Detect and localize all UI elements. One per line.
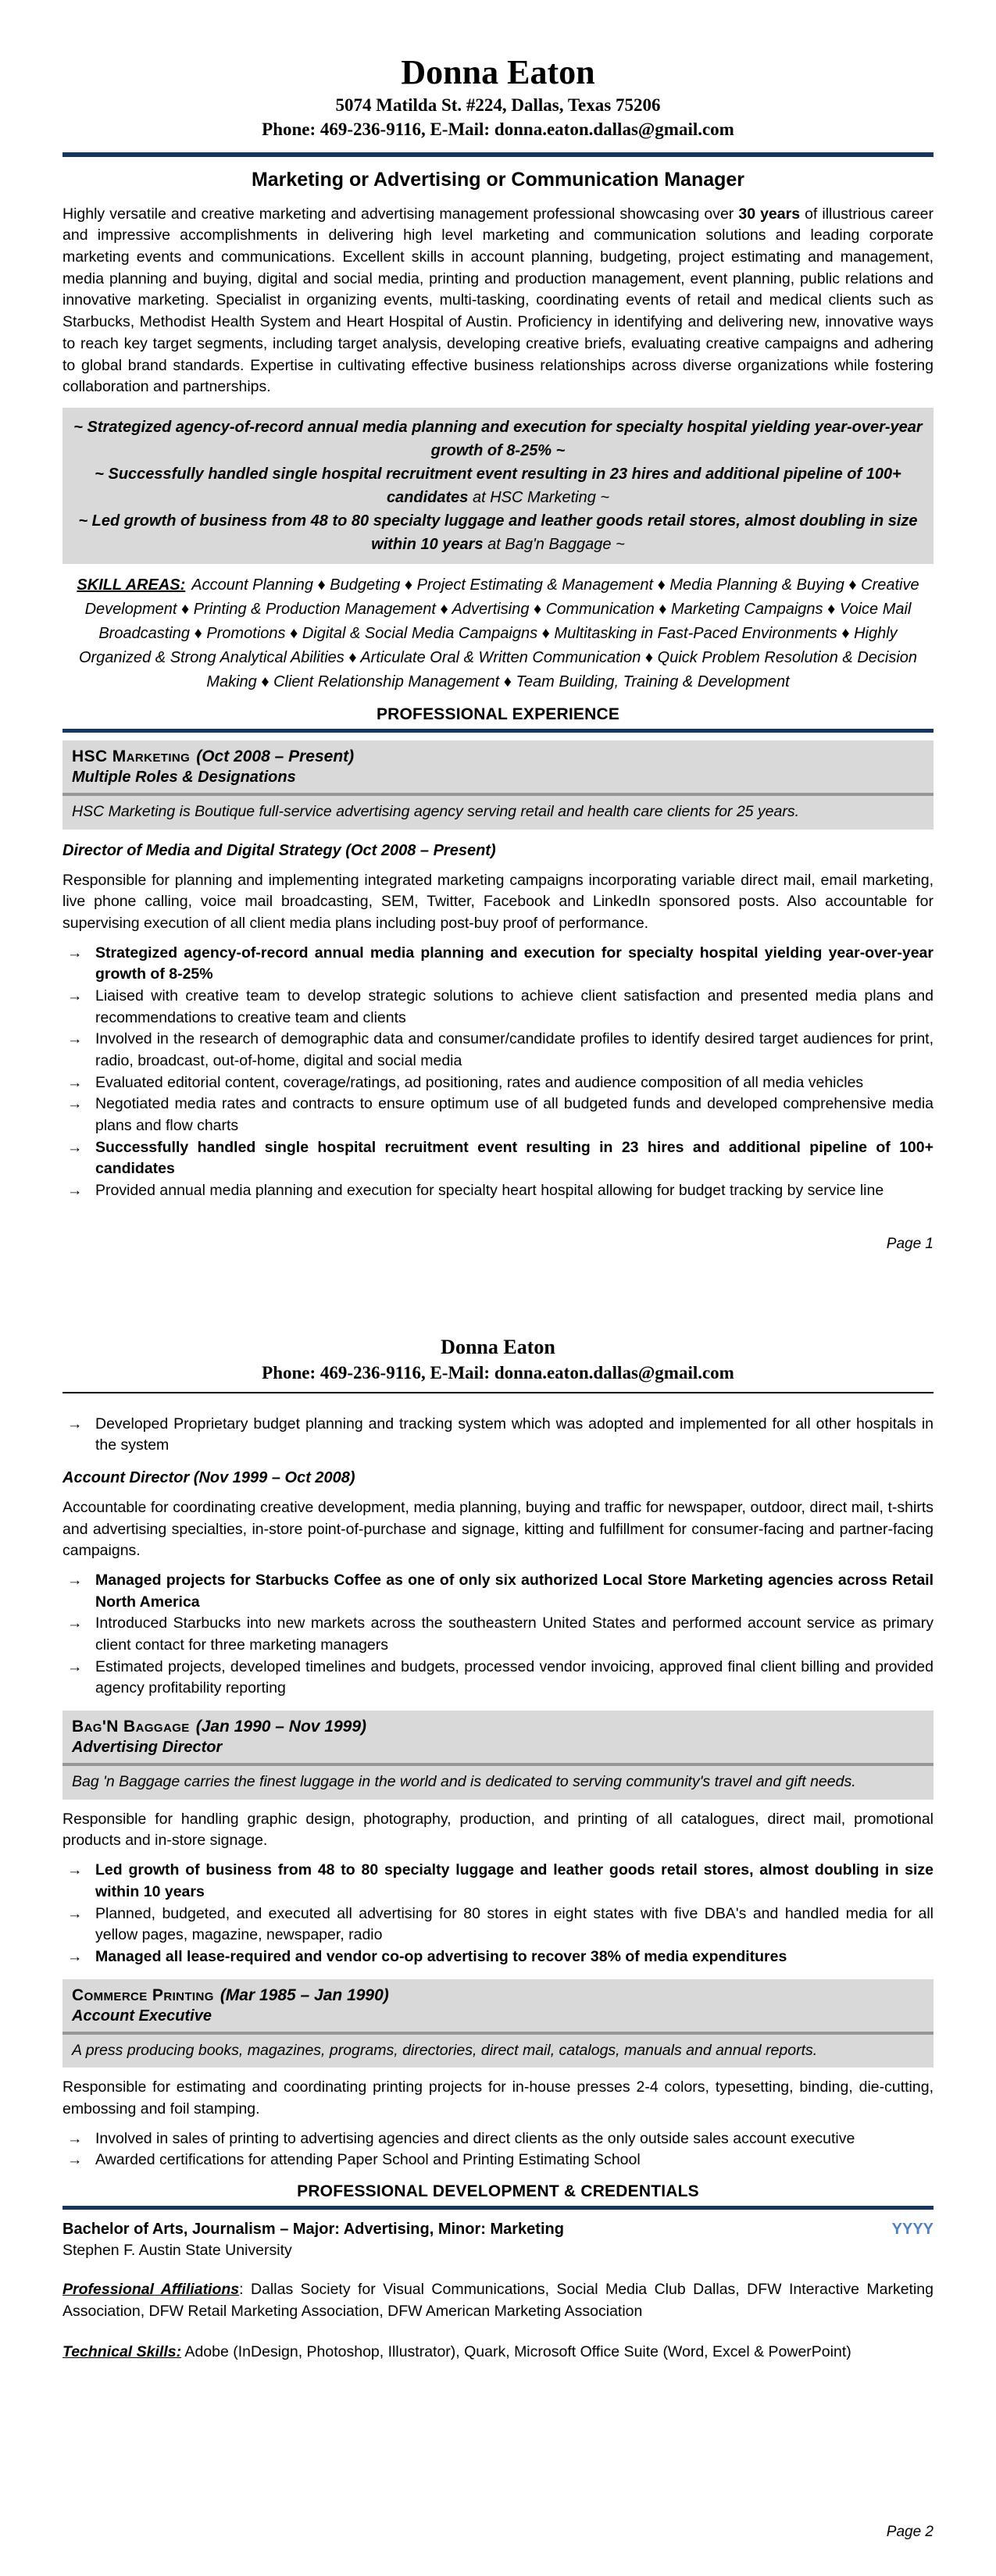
role-intro-paragraph: Responsible for planning and implementing integrated marketing campaigns incorporating variable direct mail, email marketing, live phone calling, voice mail broadcasting, SEM, Twitter, Facebook and LinkedIn sponsored posts. Also accountable for supervising execution of all client media plans including post-buy proof of performance. [62,871,934,932]
bullet-text: Introduced Starbucks into new markets across the southeastern United States and performed account service as primary client contact for three marketing managers [95,1614,934,1654]
bullet-text: Liaised with creative team to develop strategic solutions to achieve client satisfaction and presented media plans and recommendations to creative team and clients [95,987,934,1026]
technical-skills-paragraph [62,2342,934,2364]
arrow-bullet-icon: → [67,1571,83,1589]
technical-skills-label: Technical Skills: [62,2342,182,2360]
arrow-bullet-icon: → [67,2151,83,2169]
company-block-divider [62,2032,934,2035]
role-intro-paragraph: Accountable for coordinating creative development, media planning, buying and traffic for newspaper, outdoor, direct mail, t-shirts and advertising specialties, in-store point-of-purchase and signage, kitting and fulfillment for consumer-facing and partner-facing campaigns. [62,1498,934,1560]
arrow-bullet-icon: → [67,2129,83,2147]
bullet-text: Planned, budgeted, and executed all advertising for 80 stores in eight states with five DBA's and handled media for all yellow pages, magazine, newspaper, radio [95,1904,934,1944]
company-block-commerce [62,1979,934,2068]
company-dates: (Mar 1985 – Jan 1990) [220,1986,389,2004]
bullet-text: Led growth of business from 48 to 80 specialty luggage and leather goods retail stores, almost doubling in size within 10 years [95,1861,934,1900]
contact-line: Phone: 469-236-9116, E-Mail: donna.eaton.dallas@gmail.com [262,1362,734,1383]
bullet-list-hsc [62,943,934,1202]
arrow-bullet-icon: → [67,1182,83,1200]
bullet-text: Estimated projects, developed timelines and budgets, processed vendor invoicing, approved final client billing and provided agency profitability reporting [95,1657,934,1697]
section-divider-rule [62,2206,934,2210]
bullet-list-commerce [62,2128,934,2171]
bullet-text: Strategized agency-of-record annual media planning and execution for specialty hospital yielding year-over-year growth of 8-25% [95,944,934,983]
bullet-text: Developed Proprietary budget planning and tracking system which was adopted and implemented for all other hospitals in the system [95,1415,934,1454]
skill-areas [62,573,934,694]
resume-page-2 [0,1288,996,2576]
bullet-item [62,1860,934,1903]
bullet-text: Negotiated media rates and contracts to ensure optimum use of all budgeted funds and developed comprehensive media plans and flow charts [95,1095,934,1135]
degree-row [62,2219,934,2240]
bullet-item [62,1180,934,1202]
bullet-text: Awarded certifications for attending Paper School and Printing Estimating School [95,2151,641,2169]
arrow-bullet-icon: → [67,1073,83,1091]
bullet-item [62,1946,934,1968]
bullet-list-account-director [62,1570,934,1700]
page-number-label: Page 1 [886,1236,934,1252]
bullet-text: Managed projects for Starbucks Coffee as one of only six authorized Local Store Marketing agencies across Retail North America [95,1571,934,1611]
summary-text-pre: Highly versatile and creative marketing and advertising management professional showcasing over [62,205,739,223]
section-heading-credentials: PROFESSIONAL DEVELOPMENT & CREDENTIALS [297,2182,699,2200]
bullet-item [62,1094,934,1136]
company-block-divider [62,793,934,796]
bullet-text: Evaluated editorial content, coverage/ratings, ad positioning, rates and audience composition of all media vehicles [95,1073,864,1091]
company-block-hsc [62,740,934,830]
bullet-item [62,1029,934,1072]
bullet-item [62,943,934,986]
candidate-name: Donna Eaton [401,53,595,91]
achievements-box [62,408,934,564]
bullet-text: Involved in sales of printing to advertising agencies and direct clients as the only outside sales account executive [95,2129,855,2147]
arrow-bullet-icon: → [67,1904,83,1922]
arrow-bullet-icon: → [67,1030,83,1048]
arrow-bullet-icon: → [67,987,83,1004]
bullet-item [62,986,934,1029]
degree-title: Bachelor of Arts, Journalism – Major: Advertising, Minor: Marketing [62,2220,564,2238]
arrow-bullet-icon: → [67,1095,83,1113]
company-dates: (Jan 1990 – Nov 1999) [195,1718,366,1736]
company-block-bagn [62,1711,934,1800]
summary-paragraph [62,204,934,398]
company-name-dates [72,1716,924,1737]
achievement-item: ~ Led growth of business from 48 to 80 specialty luggage and leather goods retail stores, almost doubling in size within 10 years at Bag'n Baggage ~ [78,512,918,553]
address-line: 5074 Matilda St. #224, Dallas, Texas 75206 [335,95,661,115]
summary-text-post: of illustrious career and impressive accomplishments in delivering high level marketing and communication solutions and leading corporate marketing events and communications. Excellent skills in account planning, budgeting, project estimating and management, media planning and buying, digital and social media, printing and production management, event planning, public relations and innovative marketing. Specialist in organizing events, multi-tasking, coordinating events of retail and medical clients such as Starbucks, Methodist Health System and Heart Hospital of Austin. Proficiency in identifying and delivering new, innovative ways to reach key target segments, including target analysis, developing creative briefs, evaluating creative campaigns and adhering to global brand standards. Expertise in cultivating effective business relationships across diverse organizations while fostering collaboration and partnerships. [62,205,934,396]
bullet-item [62,1657,934,1700]
school-name: Stephen F. Austin State University [62,2241,292,2259]
skill-areas-label: SKILL AREAS: [77,576,186,594]
bullet-item [62,1414,934,1457]
contact-line: Phone: 469-236-9116, E-Mail: donna.eaton.dallas@gmail.com [262,119,734,139]
bullet-text: Involved in the research of demographic data and consumer/candidate profiles to identify desired target audiences for print, radio, broadcast, out-of-home, digital and social media [95,1030,934,1070]
arrow-bullet-icon: → [67,1657,83,1675]
company-name: HSC Marketing [72,747,191,765]
header-divider-rule [62,1392,934,1393]
company-block-divider [62,1763,934,1766]
affiliations-label: Professional Affiliations [62,2281,240,2299]
bullet-item [62,1903,934,1946]
bullet-text: Managed all lease-required and vendor co-op advertising to recover 38% of media expenditures [95,1947,787,1965]
summary-highlight-years: 30 years [738,205,801,223]
job-title-director-media: Director of Media and Digital Strategy (Oct 2008 – Present) [62,841,496,859]
arrow-bullet-icon: → [67,1861,83,1879]
company-dates: (Oct 2008 – Present) [196,747,355,765]
company-role-note: Advertising Director [72,1739,223,1757]
achievement-item: ~ Successfully handled single hospital recruitment event resulting in 23 hires and additional pipeline of 100+ candidates at HSC Marketing ~ [95,465,901,506]
role-intro-paragraph: Responsible for estimating and coordinating printing projects for in-house presses 2-4 colors, typesetting, binding, die-cutting, embossing and foil stamping. [62,2078,934,2118]
company-description: A press producing books, magazines, programs, directories, direct mail, catalogs, manuals and annual reports. [72,2041,818,2059]
bullet-list-bagn [62,1860,934,1968]
company-name-dates [72,1985,924,2006]
company-name: Commerce Printing [72,1986,214,2004]
arrow-bullet-icon: → [67,1614,83,1632]
degree-year: YYYY [891,2220,934,2238]
bullet-list-carryover [62,1414,934,1457]
arrow-bullet-icon: → [67,1138,83,1156]
company-name: Bag'N Baggage [72,1718,190,1736]
bullet-item [62,1570,934,1613]
candidate-name: Donna Eaton [441,1336,555,1358]
affiliations-text: : Dallas Society for Visual Communications, Social Media Club Dallas, DFW Interactive Marketing Association, DFW Retail Marketing Association, DFW American Marketing Association [62,2281,934,2320]
company-name-dates [72,746,924,767]
job-title-account-director: Account Director (Nov 1999 – Oct 2008) [62,1468,355,1486]
role-intro-paragraph: Responsible for handling graphic design, photography, production, and printing of all catalogues, direct mail, promotional products and in-store signage. [62,1810,934,1850]
company-description: Bag 'n Baggage carries the finest luggage in the world and is dedicated to serving community's travel and gift needs. [72,1773,856,1791]
section-heading-experience: PROFESSIONAL EXPERIENCE [376,705,620,723]
header-divider-rule [62,152,934,157]
achievement-item: ~ Strategized agency-of-record annual media planning and execution for specialty hospital yielding year-over-year growth of 8-25% ~ [73,418,923,459]
skill-areas-list: Account Planning ♦ Budgeting ♦ Project Estimating & Management ♦ Media Planning & Buying ♦ Creative Development ♦ Printing & Production Management ♦ Advertising ♦ Communication ♦ Marketing Campaigns ♦ Voice Mail Broadcasting ♦ Promotions ♦ Digital & Social Media Campaigns ♦ Multitasking in Fast-Paced Environments ♦ Highly Organized & Strong Analytical Abilities ♦ Articulate Oral & Written Communication ♦ Quick Problem Resolution & Decision Making ♦ Client Relationship Management ♦ Team Building, Training & Development [78,576,919,690]
page-number-label: Page 2 [886,2524,934,2540]
document-title: Marketing or Advertising or Communication Manager [251,168,745,191]
bullet-text: Provided annual media planning and execution for specialty heart hospital allowing for budget tracking by service line [95,1182,884,1200]
company-role-note: Multiple Roles & Designations [72,769,296,787]
bullet-item [62,1137,934,1180]
company-role-note: Account Executive [72,2007,212,2025]
section-divider-rule [62,729,934,733]
arrow-bullet-icon: → [67,944,83,962]
bullet-item [62,2128,934,2150]
affiliations-paragraph [62,2279,934,2322]
company-description: HSC Marketing is Boutique full-service advertising agency serving retail and health care clients for 25 years. [72,803,800,821]
bullet-item [62,2150,934,2171]
bullet-item [62,1072,934,1094]
bullet-item [62,1613,934,1656]
technical-skills-text: Adobe (InDesign, Photoshop, Illustrator), Quark, Microsoft Office Suite (Word, Excel & PowerPoint) [181,2342,851,2360]
arrow-bullet-icon: → [67,1947,83,1965]
arrow-bullet-icon: → [67,1415,83,1432]
bullet-text: Successfully handled single hospital recruitment event resulting in 23 hires and additional pipeline of 100+ candidates [95,1138,934,1178]
